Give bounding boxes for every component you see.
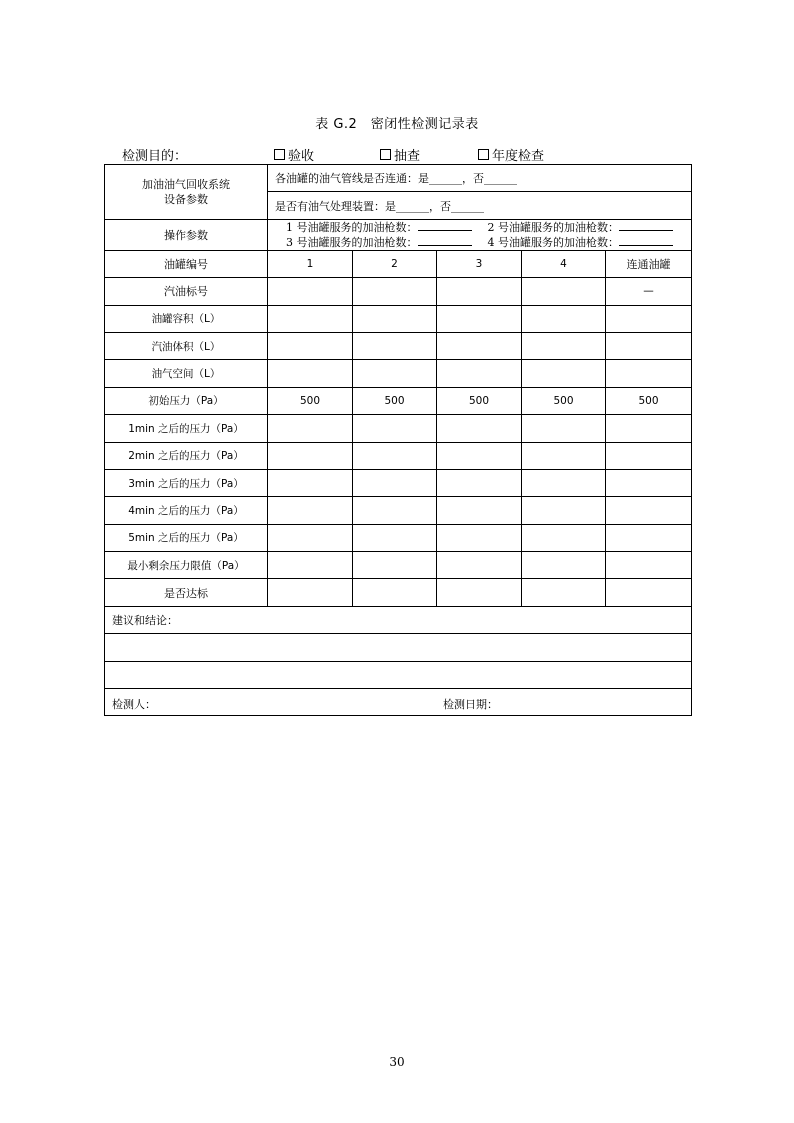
table-cell[interactable]: [522, 332, 606, 359]
table-cell[interactable]: [606, 469, 692, 496]
inspection-purpose-row: [122, 145, 692, 163]
row-label: 油气空间（L）: [105, 360, 268, 387]
row-label: 汽油标号: [105, 278, 268, 305]
table-cell[interactable]: [606, 442, 692, 469]
table-cell[interactable]: [353, 552, 437, 579]
table-header-row: [105, 250, 692, 277]
operation-params-cell[interactable]: [268, 219, 692, 250]
table-cell[interactable]: [268, 278, 353, 305]
table-row: [105, 469, 692, 496]
table-cell[interactable]: [606, 305, 692, 332]
checkbox-icon[interactable]: [274, 149, 285, 160]
table-cell[interactable]: [606, 415, 692, 442]
system-params-label: [105, 165, 268, 220]
row-label: 最小剩余压力限值（Pa）: [105, 552, 268, 579]
checkbox-icon[interactable]: [478, 149, 489, 160]
system-params-label-line2: 设备参数: [164, 192, 208, 206]
row-label: 汽油体积（L）: [105, 332, 268, 359]
purpose-option-label: 验收: [288, 149, 315, 164]
table-cell[interactable]: 500: [522, 387, 606, 414]
document-title: 表 G.2 密闭性检测记录表: [315, 117, 479, 132]
system-params-label-line1: 加油油气回收系统: [142, 177, 230, 191]
table-cell[interactable]: [606, 579, 692, 606]
table-cell[interactable]: [522, 415, 606, 442]
conclusion-label: 建议和结论：: [105, 606, 692, 633]
table-cell[interactable]: [522, 305, 606, 332]
table-cell[interactable]: [437, 442, 522, 469]
table-cell[interactable]: [522, 524, 606, 551]
nozzle-count-tank4-field[interactable]: [619, 235, 673, 246]
table-cell[interactable]: [268, 360, 353, 387]
nozzle-count-tank2-label: 2 号油罐服务的加油枪数：: [487, 220, 619, 234]
tank-2-header: 2: [353, 250, 437, 277]
table-row: [105, 552, 692, 579]
table-cell[interactable]: [268, 524, 353, 551]
operation-params-label: 操作参数: [105, 219, 268, 250]
table-cell[interactable]: [437, 305, 522, 332]
table-cell[interactable]: 500: [268, 387, 353, 414]
table-row: [105, 360, 692, 387]
tank-pipeline-connected[interactable]: 各油罐的油气管线是否连通：是______，否______: [268, 165, 692, 192]
record-table: [104, 164, 692, 716]
tank-number-header: 油罐编号: [105, 250, 268, 277]
nozzle-count-tank3-field[interactable]: [418, 235, 472, 246]
table-cell[interactable]: [268, 305, 353, 332]
table-row: [105, 442, 692, 469]
row-label: 是否达标: [105, 579, 268, 606]
row-label: 1min 之后的压力（Pa）: [105, 415, 268, 442]
table-row: [105, 278, 692, 305]
conclusion-line-2[interactable]: [105, 661, 692, 688]
purpose-option-annual[interactable]: [478, 145, 544, 164]
row-label: 4min 之后的压力（Pa）: [105, 497, 268, 524]
table-cell[interactable]: [353, 579, 437, 606]
table-cell[interactable]: [353, 360, 437, 387]
nozzle-count-tank3-label: 3 号油罐服务的加油枪数：: [286, 235, 418, 249]
table-cell[interactable]: [268, 552, 353, 579]
table-cell[interactable]: [437, 360, 522, 387]
table-cell[interactable]: [353, 524, 437, 551]
table-cell[interactable]: [437, 524, 522, 551]
table-cell[interactable]: [522, 579, 606, 606]
connected-tank-header: 连通油罐: [606, 250, 692, 277]
table-cell[interactable]: [268, 442, 353, 469]
table-cell[interactable]: [522, 552, 606, 579]
table-cell[interactable]: [437, 415, 522, 442]
table-cell[interactable]: [268, 497, 353, 524]
row-label: 2min 之后的压力（Pa）: [105, 442, 268, 469]
table-cell[interactable]: [606, 552, 692, 579]
table-cell[interactable]: [522, 497, 606, 524]
inspection-date-label: 检测日期：: [443, 698, 498, 712]
purpose-option-spot-check[interactable]: [380, 145, 420, 164]
table-row: [105, 332, 692, 359]
table-cell[interactable]: [353, 497, 437, 524]
table-cell[interactable]: [268, 579, 353, 606]
tank-3-header: 3: [437, 250, 522, 277]
table-cell[interactable]: [606, 524, 692, 551]
table-cell[interactable]: [606, 497, 692, 524]
table-cell[interactable]: —: [606, 278, 692, 305]
table-cell[interactable]: 500: [353, 387, 437, 414]
table-cell[interactable]: [437, 278, 522, 305]
inspector-label: 检测人：: [112, 698, 156, 712]
table-cell[interactable]: [522, 469, 606, 496]
table-row: [105, 387, 692, 414]
table-cell[interactable]: [522, 278, 606, 305]
purpose-option-label: 年度检查: [492, 149, 545, 164]
table-cell[interactable]: [353, 278, 437, 305]
table-cell[interactable]: [353, 469, 437, 496]
table-cell[interactable]: [437, 469, 522, 496]
table-row: [105, 524, 692, 551]
purpose-option-acceptance[interactable]: [274, 145, 314, 164]
table-cell[interactable]: [437, 579, 522, 606]
row-label: 初始压力（Pa）: [105, 387, 268, 414]
table-cell[interactable]: [606, 332, 692, 359]
table-cell[interactable]: [522, 442, 606, 469]
table-cell[interactable]: [268, 332, 353, 359]
table-cell[interactable]: [606, 360, 692, 387]
nozzle-count-tank1-field[interactable]: [418, 220, 472, 231]
table-cell[interactable]: [353, 332, 437, 359]
table-cell[interactable]: [522, 360, 606, 387]
table-cell[interactable]: [353, 415, 437, 442]
purpose-option-label: 抽查: [394, 149, 421, 164]
table-cell[interactable]: [437, 332, 522, 359]
table-cell[interactable]: 500: [606, 387, 692, 414]
table-cell[interactable]: [268, 415, 353, 442]
tank-1-header: 1: [268, 250, 353, 277]
tank-4-header: 4: [522, 250, 606, 277]
checkbox-icon[interactable]: [380, 149, 391, 160]
conclusion-line-1[interactable]: [105, 634, 692, 661]
table-cell[interactable]: [437, 497, 522, 524]
table-cell[interactable]: 500: [437, 387, 522, 414]
table-row: [105, 305, 692, 332]
vapor-processing-device[interactable]: 是否有油气处理装置：是______，否______: [268, 192, 692, 219]
inspection-purpose-label: 检测目的：: [122, 149, 188, 164]
row-label: 3min 之后的压力（Pa）: [105, 469, 268, 496]
row-label: 油罐容积（L）: [105, 305, 268, 332]
nozzle-count-tank2-field[interactable]: [619, 220, 673, 231]
table-row: [105, 579, 692, 606]
table-cell[interactable]: [353, 305, 437, 332]
nozzle-count-tank4-label: 4 号油罐服务的加油枪数：: [487, 235, 619, 249]
row-label: 5min 之后的压力（Pa）: [105, 524, 268, 551]
page-number: 30: [389, 1055, 405, 1069]
nozzle-count-tank1-label: 1 号油罐服务的加油枪数：: [286, 220, 418, 234]
signature-row: [105, 689, 692, 716]
table-cell[interactable]: [437, 552, 522, 579]
table-row: [105, 415, 692, 442]
table-cell[interactable]: [268, 469, 353, 496]
table-row: [105, 497, 692, 524]
table-cell[interactable]: [353, 442, 437, 469]
